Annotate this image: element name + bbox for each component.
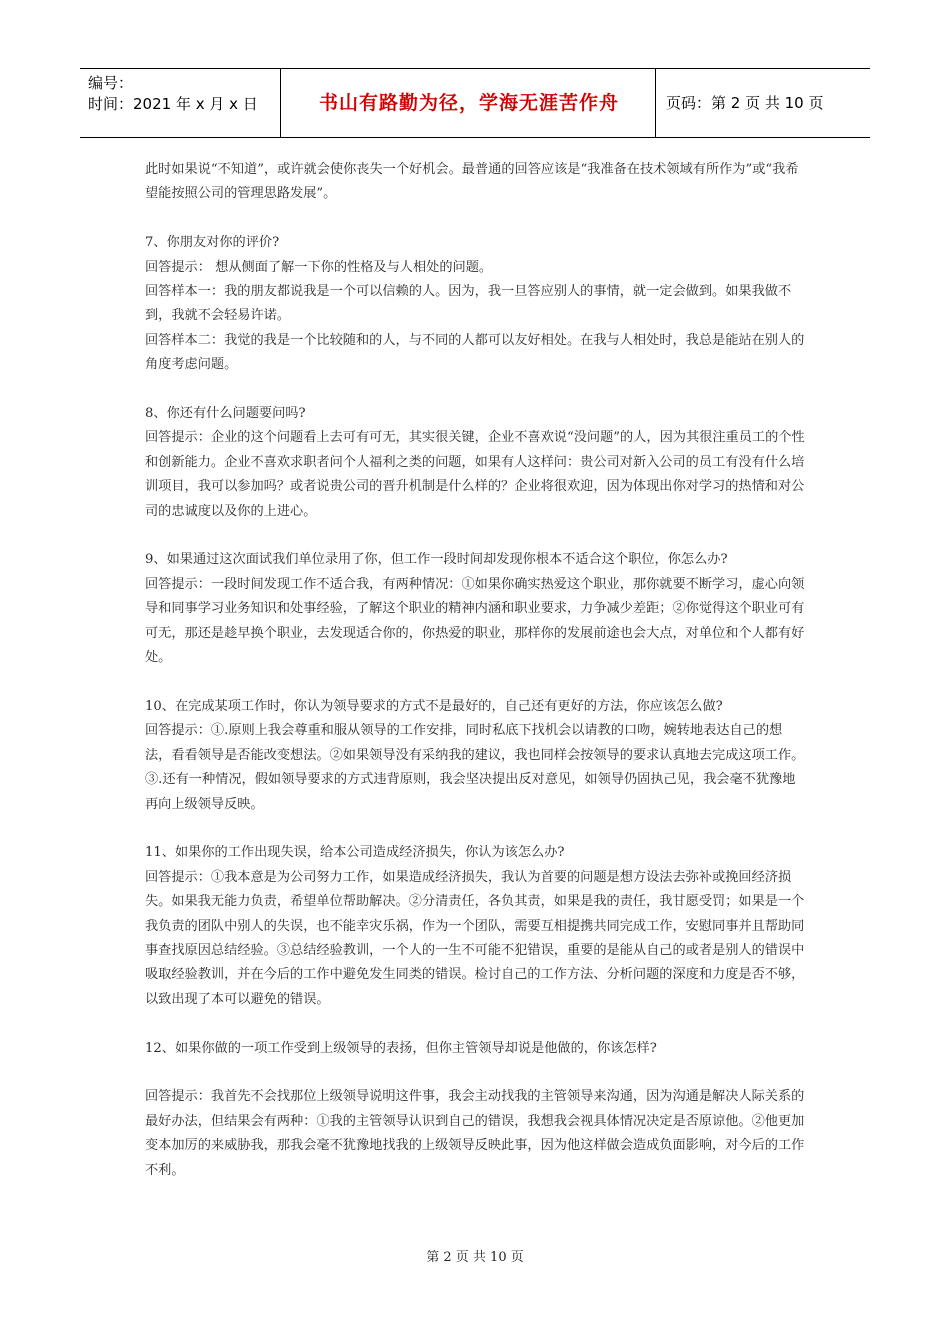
header-divider	[280, 69, 281, 137]
header-meta	[88, 73, 280, 115]
body-paragraph: 回答提示： 想从侧面了解一下你的性格及与人相处的问题。	[145, 259, 493, 275]
page-header	[80, 68, 870, 138]
header-page-indicator: 页码：第 2 页 共 10 页	[666, 94, 824, 112]
header-divider	[655, 69, 656, 137]
paragraph-spacer	[145, 1061, 805, 1085]
body-paragraph: 回答提示：①.原则上我会尊重和服从领导的工作安排，同时私底下找机会以请教的口吻，婉转地表达自己的想法，看看领导是否能改变想法。②如果领导没有采纳我的建议，我也同样会按领导的要求认真地去完成这项工作。③.还有一种情况，假如领导要求的方式违背原则，我会坚决提出反对意见，如领导仍固执己见，我会毫不犹豫地再向上级领导反映。	[145, 723, 805, 812]
body-paragraph: 7、你朋友对你的评价?	[145, 235, 280, 251]
body-paragraph: 回答提示：①我本意是为公司努力工作，如果造成经济损失，我认为首要的问题是想方设法去弥补或挽回经济损失。如果我无能力负责，希望单位帮助解决。②分清责任，各负其责，如果是我的责任，我甘愿受罚；如果是一个我负责的团队中别人的失误，也不能幸灾乐祸，作为一个团队，需要互相提携共同完成工作，安慰同事并且帮助同事查找原因总结经验。③总结经验教训，一个人的一生不可能不犯错误，重要的是能从自己的或者是别人的错误中吸取经验教训，并在今后的工作中避免发生同类的错误。检讨自己的工作方法、分析问题的深度和力度是否不够，以致出现了本可以避免的错误。	[145, 869, 805, 1007]
body-paragraph: 回答样本一：我的朋友都说我是一个可以信赖的人。因为，我一旦答应别人的事情，就一定会做到。如果我做不到，我就不会轻易许诺。	[145, 284, 792, 324]
document-body	[145, 158, 805, 1183]
page-footer: 第 2 页 共 10 页	[426, 1250, 524, 1265]
body-paragraph: 9、如果通过这次面试我们单位录用了你，但工作一段时间却发现你根本不适合这个职位，你怎么办?	[145, 552, 728, 568]
body-paragraph: 回答提示：企业的这个问题看上去可有可无，其实很关键，企业不喜欢说“没问题”的人，因为其很注重员工的个性和创新能力。企业不喜欢求职者问个人福利之类的问题，如果有人这样问：贵公司对新入公司的员工有没有什么培训项目，我可以参加吗？或者说贵公司的晋升机制是什么样的？企业将很欢迎，因为体现出你对学习的热情和对公司的忠诚度以及你的上进心。	[145, 430, 805, 519]
paragraph-spacer	[145, 524, 805, 548]
body-paragraph: 11、如果你的工作出现失误，给本公司造成经济损失，你认为该怎么办?	[145, 845, 565, 861]
body-paragraph: 回答提示：我首先不会找那位上级领导说明这件事，我会主动找我的主管领导来沟通，因为沟通是解决人际关系的最好办法，但结果会有两种：①我的主管领导认识到自己的错误，我想我会视具体情况决定是否原谅他。②他更加变本加厉的来威胁我，那我会毫不犹豫地找我的上级领导反映此事，因为他这样做会造成负面影响，对今后的工作不利。	[145, 1089, 805, 1178]
document-date-label: 时间：2021 年 x 月 x 日	[88, 95, 258, 113]
paragraph-spacer	[145, 1012, 805, 1036]
paragraph-spacer	[145, 378, 805, 402]
body-paragraph: 12、如果你做的一项工作受到上级领导的表扬，但你主管领导却说是他做的，你该怎样?	[145, 1040, 657, 1056]
document-number-label: 编号：	[88, 74, 134, 92]
paragraph-spacer	[145, 817, 805, 841]
body-paragraph: 回答样本二：我觉的我是一个比较随和的人，与不同的人都可以友好相处。在我与人相处时，我总是能站在别人的角度考虑问题。	[145, 332, 805, 373]
paragraph-spacer	[145, 207, 805, 231]
body-paragraph: 此时如果说“不知道”，或许就会使你丧失一个好机会。最普通的回答应该是“我准备在技术领域有所作为”或“我希望能按照公司的管理思路发展”。	[145, 162, 799, 202]
body-paragraph: 8、你还有什么问题要问吗?	[145, 406, 306, 422]
body-paragraph: 10、在完成某项工作时，你认为领导要求的方式不是最好的，自己还有更好的方法，你应该怎么做?	[145, 698, 723, 714]
header-motto: 书山有路勤为径，学海无涯苦作舟	[318, 92, 619, 114]
paragraph-spacer	[145, 670, 805, 694]
body-paragraph: 回答提示：一段时间发现工作不适合我，有两种情况：①如果你确实热爱这个职业，那你就要不断学习，虚心向领导和同事学习业务知识和处事经验，了解这个职业的精神内涵和职业要求，力争减少差距；②你觉得这个职业可有可无，那还是趁早换个职业，去发现适合你的，你热爱的职业，那样你的发展前途也会大点，对单位和个人都有好处。	[145, 576, 805, 666]
